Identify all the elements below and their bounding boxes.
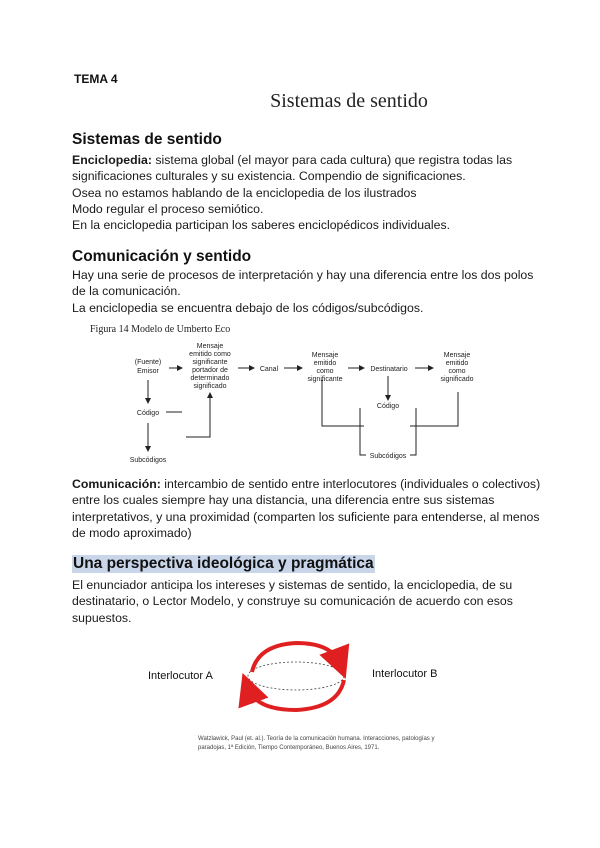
node-destinatario: Destinatario <box>370 366 408 373</box>
node-codigo-right: Código <box>376 403 400 410</box>
node-mensaje-2: significante <box>307 376 343 383</box>
heading-comunicacion-y-sentido: Comunicación y sentido <box>72 248 252 265</box>
node-mensaje-3: como <box>448 368 466 375</box>
label-interlocutor-a: Interlocutor A <box>148 670 213 682</box>
text-line: sistema global (el mayor para cada cultura) que registra todas las significaciones culturales y su existencia. Compendio de significaciones. <box>72 153 513 184</box>
tema-label: TEMA 4 <box>74 72 118 86</box>
node-mensaje-3: emitido <box>445 360 469 367</box>
node-mensaje-1: emitido como <box>189 351 231 358</box>
node-subcodigos-right: Subcódigos <box>369 453 407 460</box>
node-mensaje-2: emitido <box>313 360 337 367</box>
top-red-arrow <box>252 643 340 672</box>
node-emisor: Emisor <box>137 368 159 375</box>
text-line: Osea no estamos hablando de la enciclopedia de los ilustrados <box>72 185 417 200</box>
text-line: Modo regular el proceso semiótico. <box>72 201 264 216</box>
paragraph-perspectiva: El enunciador anticipa los intereses y sistemas de sentido, la enciclopedia, de su destinatario, o Lector Modelo, y construye su comunicación de acuerdo con esos supuestos. <box>72 578 513 625</box>
node-subcodigos-left: Subcódigos <box>129 457 167 464</box>
label-interlocutor-b: Interlocutor B <box>372 668 438 680</box>
term-comunicacion: Comunicación: <box>72 477 161 491</box>
node-mensaje-2: Mensaje <box>311 352 339 359</box>
figure-caption: Figura 14 Modelo de Umberto Eco <box>90 324 231 335</box>
node-canal: Canal <box>259 366 279 373</box>
term-enciclopedia: Enciclopedia: <box>72 153 152 167</box>
node-mensaje-1: portador de <box>192 367 228 374</box>
node-mensaje-2: como <box>316 368 334 375</box>
text-line: Hay una serie de procesos de interpretación y hay una diferencia entre los dos polos de la comunicación. <box>72 268 534 299</box>
bottom-red-arrow <box>248 680 344 710</box>
heading-sistemas-de-sentido: Sistemas de sentido <box>72 131 222 148</box>
text-line: En la enciclopedia participan los saberes enciclopédicos individuales. <box>72 218 451 233</box>
text-line: La enciclopedia se encuentra debajo de los códigos/subcódigos. <box>72 300 424 315</box>
node-mensaje-3: significado <box>440 376 474 383</box>
page-title: Sistemas de sentido <box>270 90 428 112</box>
node-mensaje-1: significante <box>192 359 228 366</box>
inner-ellipse <box>248 662 344 690</box>
node-mensaje-1: significado <box>193 383 227 390</box>
node-mensaje-1: Mensaje <box>196 343 224 350</box>
node-mensaje-3: Mensaje <box>443 352 471 359</box>
definition-comunicacion: intercambio de sentido entre interlocutores (individuales o colectivos) entre los cuales siempre hay una distancia, una diferencia entre sus sistemas interpretativos, y una proximidad (comparten los suficiente para entenderse, al menos de modo aproximado) <box>72 477 541 540</box>
citation: Watzlawick, Paul (et. al.). Teoría de la comunicación humana. Interacciones, patologías y paradojas, 1ª Edición, Tiempo Contemporáneo, Buenos Aires, 1971. <box>198 736 435 751</box>
node-codigo-left: Código <box>136 410 160 417</box>
heading-perspectiva: Una perspectiva ideológica y pragmática <box>73 555 374 572</box>
node-fuente: (Fuente) <box>134 359 162 366</box>
node-mensaje-1: determinado <box>190 375 230 382</box>
